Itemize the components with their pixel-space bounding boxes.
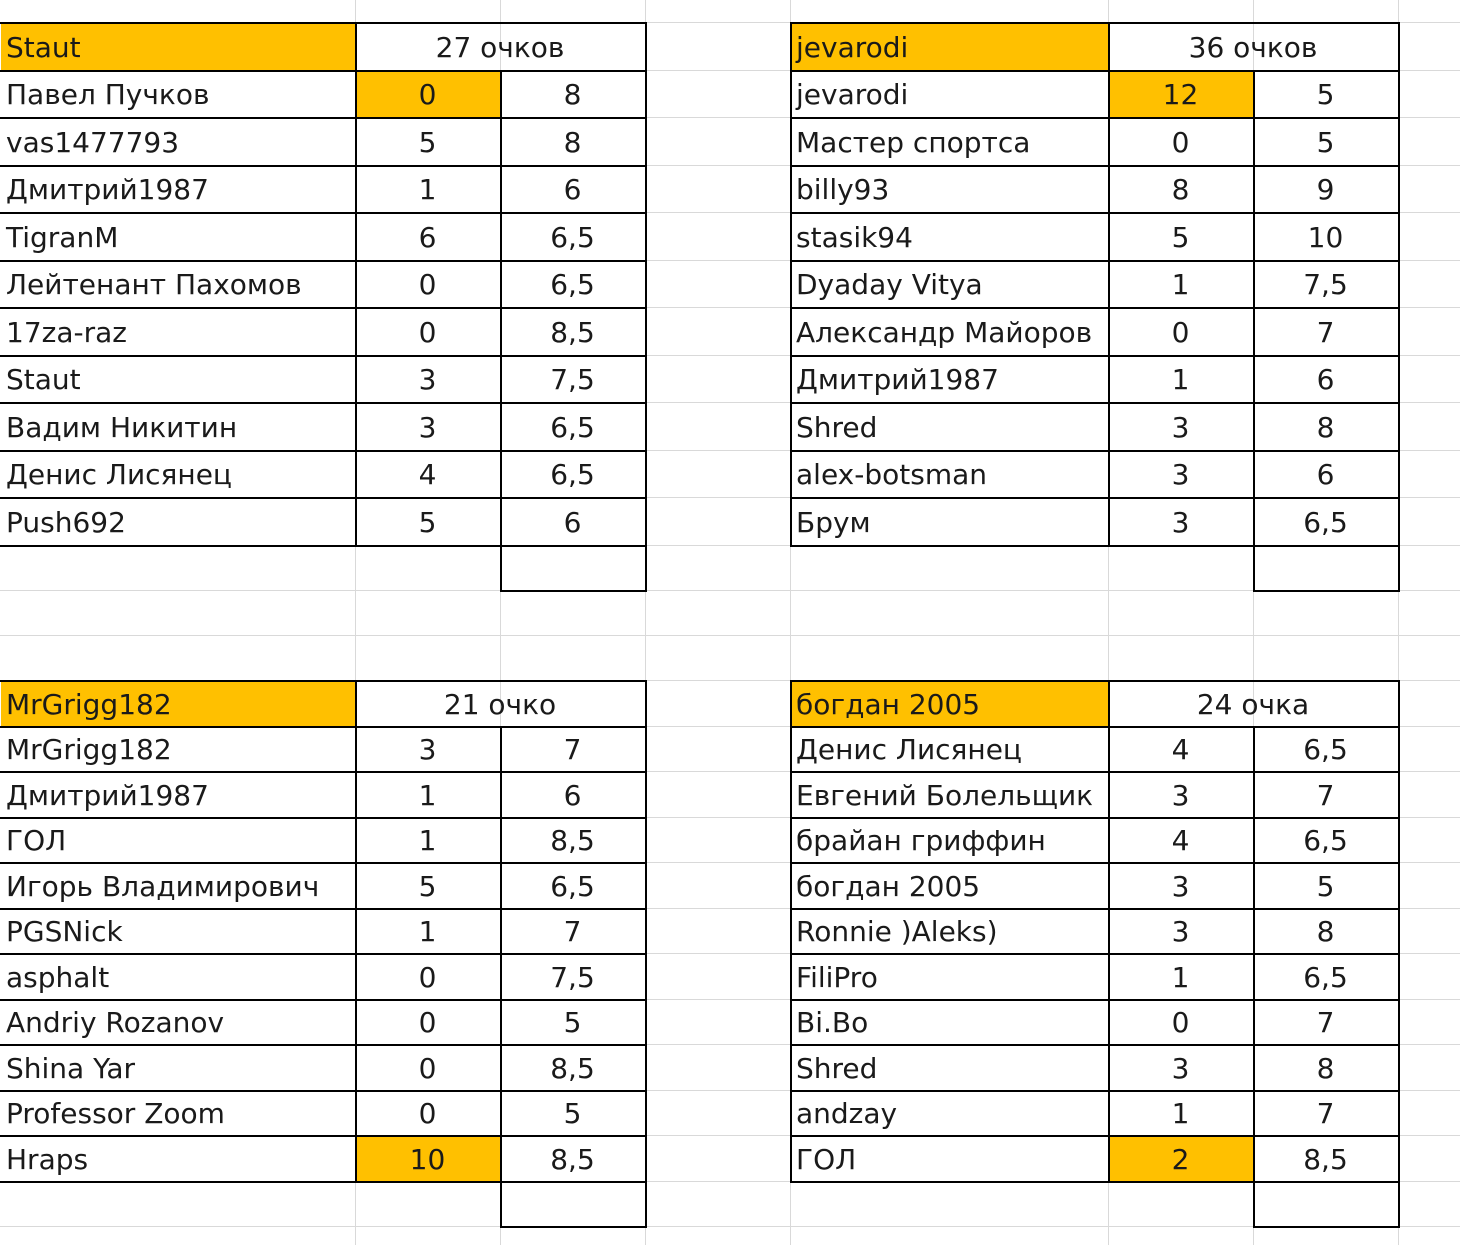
player-points: 0 [418,1051,437,1085]
player-points: 5 [418,125,437,159]
player-name: Дмитрий1987 [796,363,999,396]
player-name: MrGrigg182 [6,733,172,766]
player-coefficient: 7 [1316,315,1335,349]
player-coefficient: 10 [1307,220,1344,254]
player-points: 5 [418,869,437,903]
player-coefficient: 8,5 [1303,1142,1348,1176]
empty-total-box-border [1253,1226,1400,1228]
player-points: 5 [418,505,437,539]
player-coefficient: 8,5 [550,1142,595,1176]
player-points: 0 [418,960,437,994]
player-name: Push692 [6,505,126,539]
player-coefficient: 5 [563,1097,582,1130]
player-points: 1 [1171,268,1190,301]
empty-total-box-border [500,545,502,591]
player-points: 12 [1162,78,1199,111]
player-points: 0 [418,268,437,301]
player-points: 1 [1171,363,1190,396]
player-name: ГОЛ [796,1142,857,1176]
player-coefficient: 8 [563,125,582,159]
player-coefficient: 5 [563,1006,582,1039]
empty-total-box-border [645,545,647,591]
player-name: PGSNick [6,915,123,948]
player-name: богдан 2005 [796,869,981,903]
player-points: 3 [1171,778,1190,812]
player-points: 6 [418,220,437,254]
player-points: 3 [418,410,437,444]
empty-total-box-border [500,590,647,592]
player-name: Ronnie )Aleks) [796,915,998,948]
player-points: 1 [418,173,437,206]
gridline-horizontal [0,635,1460,636]
player-coefficient: 6,5 [550,268,595,301]
player-coefficient: 7,5 [1303,268,1348,301]
player-name: Дмитрий1987 [6,778,209,812]
team-owner-name: jevarodi [796,30,909,64]
player-name: Andriy Rozanov [6,1006,225,1039]
empty-total-box-border [1253,545,1255,591]
player-coefficient: 6 [1316,363,1335,396]
team-total-score: 21 очко [443,687,557,721]
player-coefficient: 6 [563,778,582,812]
empty-total-box-border [1253,590,1400,592]
player-coefficient: 7,5 [550,960,595,994]
player-coefficient: 9 [1316,173,1335,206]
player-points: 4 [418,458,437,491]
player-name: TigranM [6,220,119,254]
table-border-vertical [1398,22,1400,546]
player-name: Евгений Болельщик [796,778,1094,812]
player-coefficient: 6,5 [550,220,595,254]
empty-total-box-border [1398,1181,1400,1227]
empty-total-box-border [500,1226,647,1228]
player-coefficient: 7 [1316,1097,1335,1130]
player-name: billy93 [796,173,890,206]
player-name: vas1477793 [6,125,180,159]
player-name: asphalt [6,960,110,994]
player-coefficient: 6,5 [1303,824,1348,857]
player-name: Вадим Никитин [6,410,238,444]
player-name: Александр Майоров [796,315,1093,349]
player-coefficient: 5 [1316,869,1335,903]
player-coefficient: 6 [563,505,582,539]
player-name: 17za-raz [6,315,127,349]
player-name: Павел Пучков [6,78,210,111]
table-border-vertical [645,680,647,1182]
player-points: 0 [418,315,437,349]
player-name: Shred [796,1051,878,1085]
player-points: 3 [1171,1051,1190,1085]
player-name: FiliPro [796,960,878,994]
player-coefficient: 8,5 [550,824,595,857]
player-points: 3 [418,363,437,396]
player-points: 0 [1171,125,1190,159]
player-points: 0 [418,78,437,111]
empty-total-box-border [500,1181,502,1227]
player-points: 1 [1171,960,1190,994]
player-points: 3 [1171,458,1190,491]
player-coefficient: 7 [1316,1006,1335,1039]
empty-total-box-border [1398,545,1400,591]
player-name: Брум [796,505,871,539]
player-coefficient: 8 [1316,1051,1335,1085]
player-points: 2 [1171,1142,1190,1176]
player-name: Shred [796,410,878,444]
player-coefficient: 6 [563,173,582,206]
player-points: 3 [1171,410,1190,444]
player-coefficient: 5 [1316,125,1335,159]
player-coefficient: 8 [1316,410,1335,444]
player-name: Денис Лисянец [796,733,1022,766]
player-points: 8 [1171,173,1190,206]
gridline-horizontal [0,590,1460,591]
player-name: Staut [6,363,81,396]
player-points: 3 [1171,915,1190,948]
player-name: Денис Лисянец [6,458,232,491]
player-coefficient: 6,5 [550,458,595,491]
player-name: брайан гриффин [796,824,1046,857]
empty-total-box-border [645,1181,647,1227]
team-total-score: 36 очков [1188,30,1318,64]
player-coefficient: 6,5 [1303,733,1348,766]
player-name: ГОЛ [6,824,67,857]
player-points: 1 [418,778,437,812]
player-coefficient: 5 [1316,78,1335,111]
player-coefficient: 8 [563,78,582,111]
player-name: Дмитрий1987 [6,173,209,206]
player-coefficient: 7 [563,733,582,766]
empty-total-box-border [1253,1181,1255,1227]
player-name: andzay [796,1097,898,1130]
table-border-vertical [645,22,647,546]
player-coefficient: 6,5 [550,410,595,444]
player-coefficient: 6 [1316,458,1335,491]
team-owner-name: MrGrigg182 [6,687,172,721]
player-points: 4 [1171,733,1190,766]
player-points: 3 [1171,869,1190,903]
player-points: 0 [1171,315,1190,349]
player-name: Hraps [6,1142,89,1176]
player-points: 1 [418,915,437,948]
player-coefficient: 7,5 [550,363,595,396]
player-points: 3 [418,733,437,766]
player-coefficient: 7 [563,915,582,948]
player-points: 0 [418,1006,437,1039]
player-points: 0 [418,1097,437,1130]
player-coefficient: 6,5 [1303,505,1348,539]
player-points: 3 [1171,505,1190,539]
team-owner-name: Staut [6,30,81,64]
player-name: jevarodi [796,78,909,111]
player-coefficient: 8,5 [550,1051,595,1085]
player-points: 5 [1171,220,1190,254]
player-name: Professor Zoom [6,1097,225,1130]
table-border-vertical [1398,680,1400,1182]
player-name: Bi.Bo [796,1006,869,1039]
team-owner-name: богдан 2005 [796,687,981,721]
player-points: 4 [1171,824,1190,857]
player-name: Игорь Владимирович [6,869,320,903]
player-points: 0 [1171,1006,1190,1039]
player-name: alex-botsman [796,458,987,491]
player-name: Лейтенант Пахомов [6,268,302,301]
player-name: Dyaday Vitya [796,268,983,301]
player-name: Мастер спортса [796,125,1031,159]
player-name: Shina Yar [6,1051,136,1085]
player-points: 1 [1171,1097,1190,1130]
player-name: stasik94 [796,220,913,254]
team-total-score: 27 очков [435,30,565,64]
player-points: 1 [418,824,437,857]
team-total-score: 24 очка [1196,687,1310,721]
player-coefficient: 6,5 [1303,960,1348,994]
gridline-horizontal [0,1226,1460,1227]
player-coefficient: 8,5 [550,315,595,349]
player-coefficient: 8 [1316,915,1335,948]
player-coefficient: 7 [1316,778,1335,812]
player-points: 10 [409,1142,446,1176]
player-coefficient: 6,5 [550,869,595,903]
